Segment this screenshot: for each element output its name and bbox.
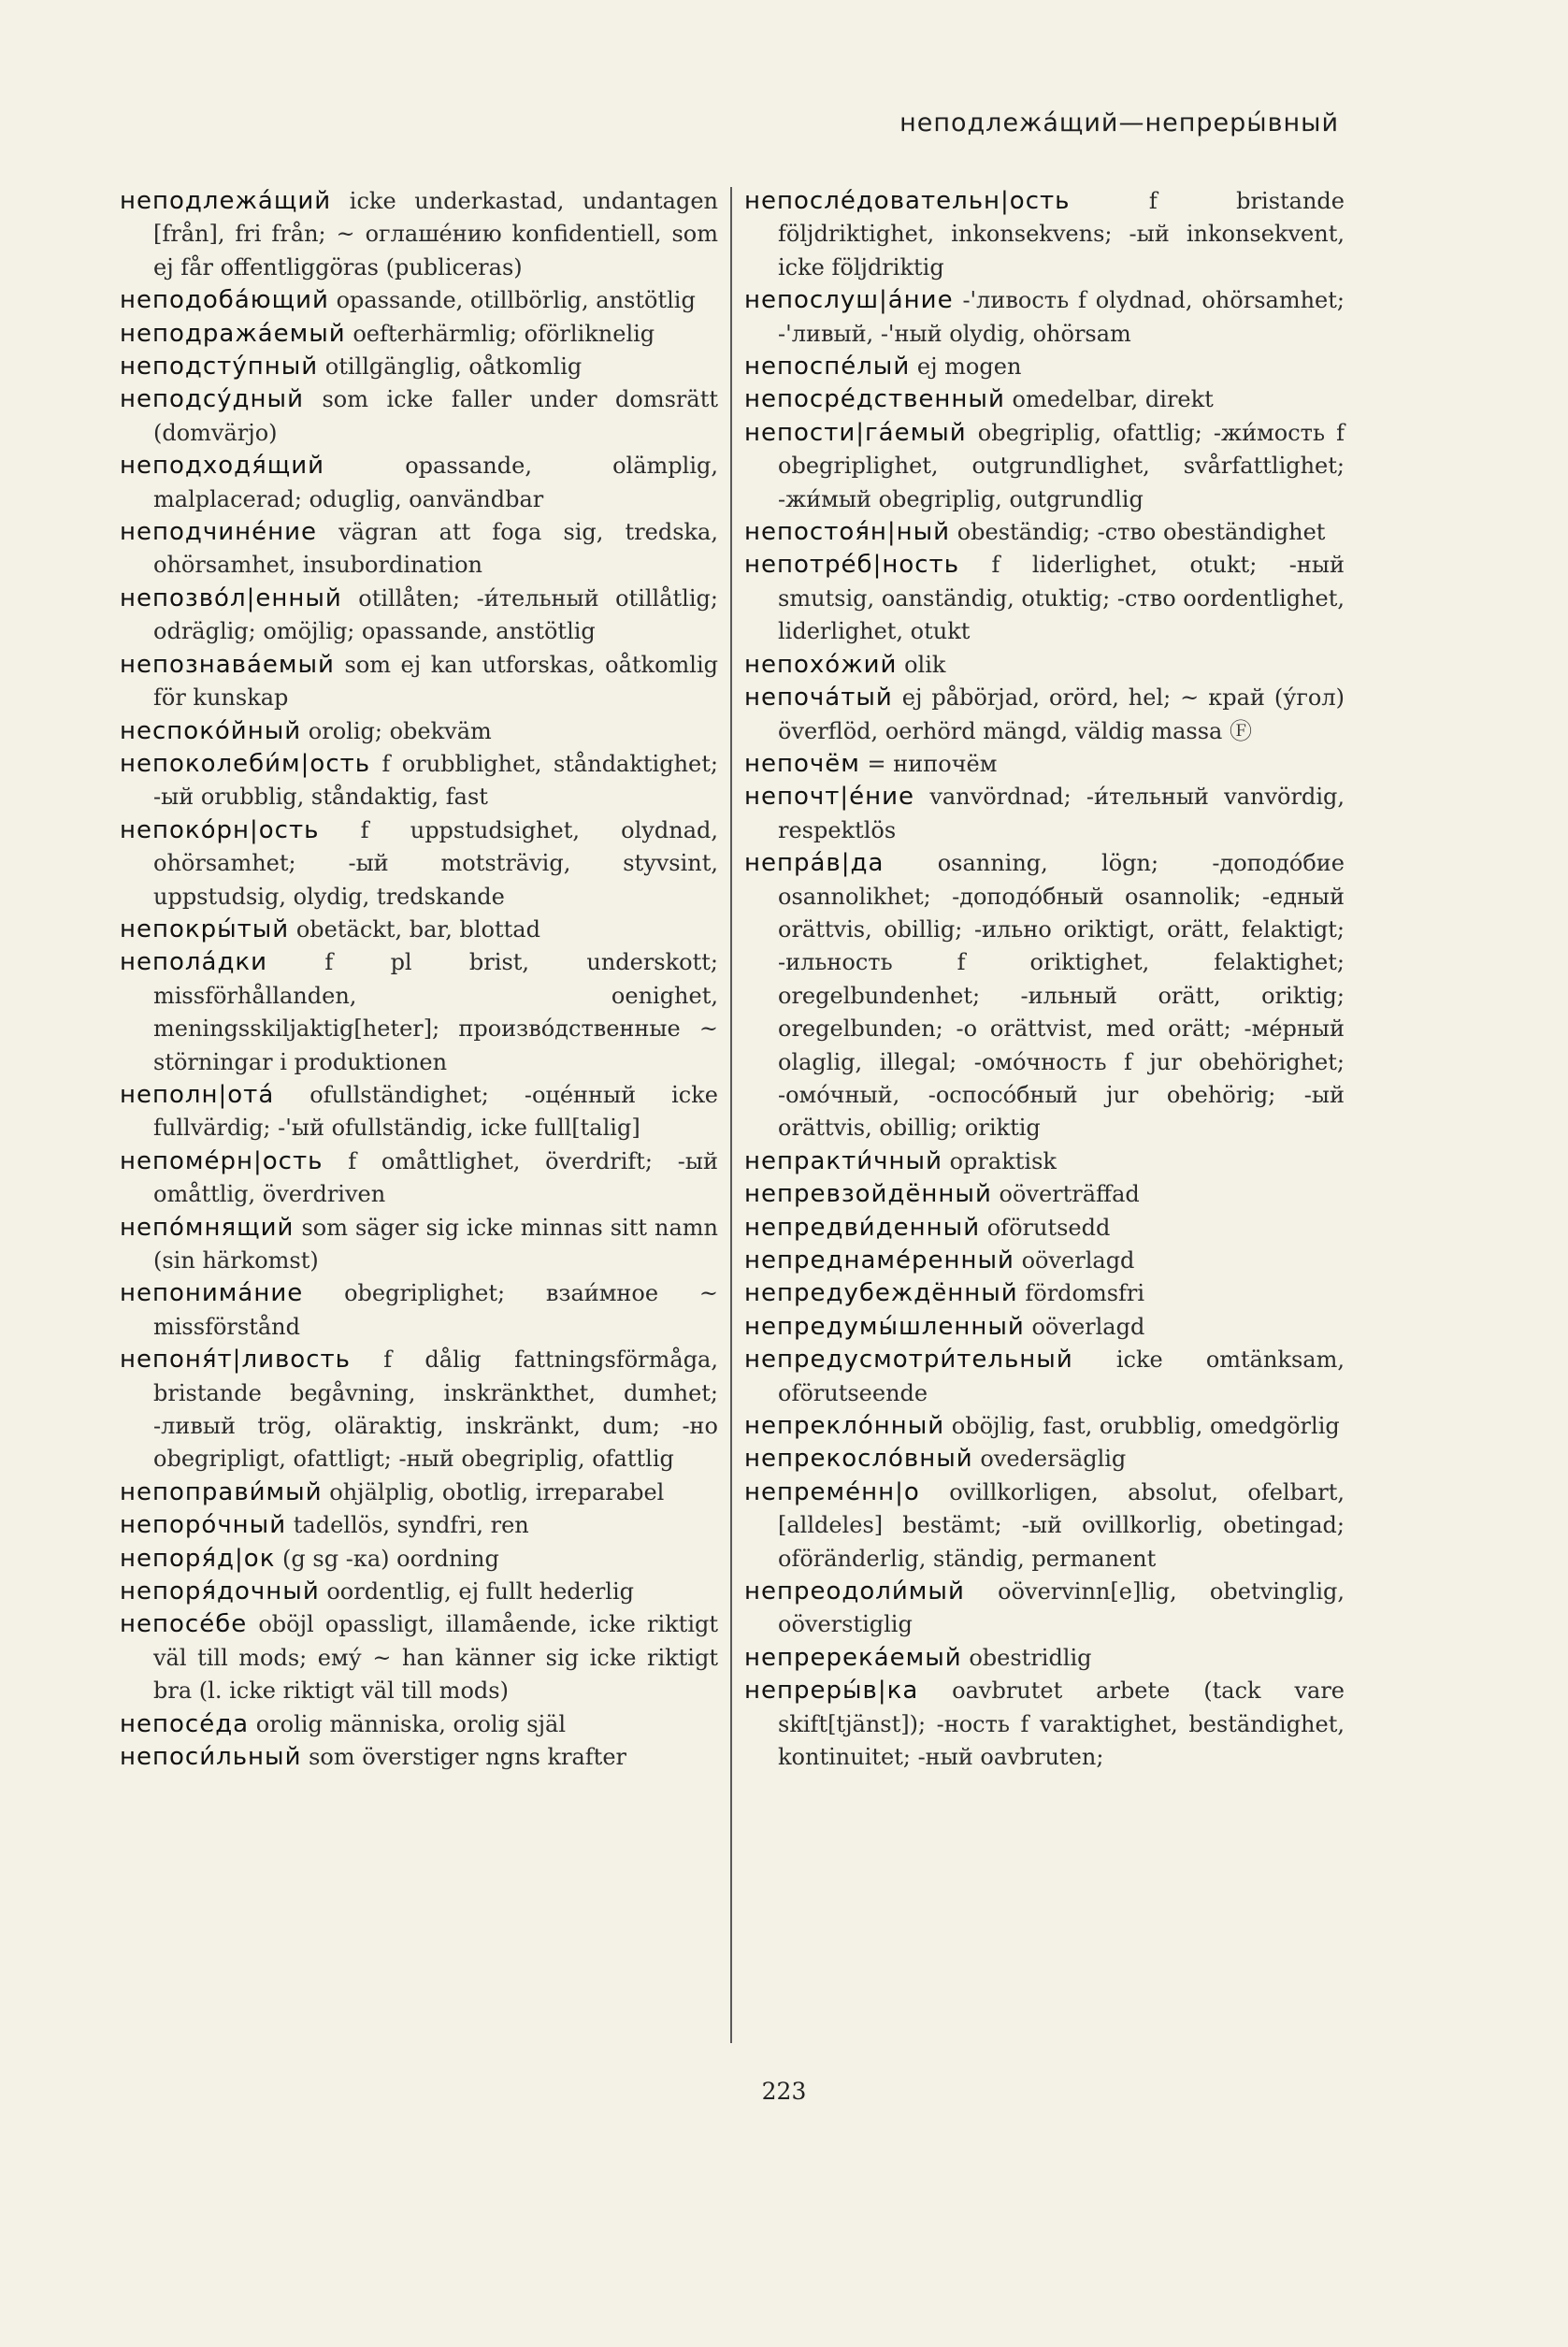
entry-definition: tadellös, syndfri, ren [293, 1512, 529, 1539]
dictionary-entry [120, 1708, 718, 1741]
entry-definition: obegriplighet; взаи́мное ~ missförstånd [153, 1280, 718, 1340]
entry-definition: ej mogen [916, 353, 1022, 381]
entry-headword: непости|га́емый [744, 418, 967, 447]
entry-definition: omedelbar, direkt [1012, 386, 1214, 413]
entry-headword: непредумы́шленный [744, 1312, 1025, 1341]
dictionary-entry [744, 847, 1345, 1145]
entry-definition: opassande, olämplig, malplacerad; oduglig, oanvändbar [153, 453, 718, 512]
entry-definition: orolig människa, orolig själ [255, 1710, 567, 1737]
entry-definition: otillåten; -и́тельный otillåtlig; odräglig; omöjlig; opassande, anstötlig [153, 584, 718, 645]
dictionary-entry [120, 1344, 718, 1476]
dictionary-entry [744, 1576, 1345, 1642]
dictionary-entry [744, 1410, 1345, 1443]
entry-headword: непокры́тый [120, 914, 290, 943]
entry-headword: непосре́дственный [744, 385, 1005, 414]
entry-headword: непреры́в|ка [744, 1677, 919, 1706]
dictionary-entry [744, 284, 1345, 351]
dictionary-entry [120, 914, 718, 946]
entry-definition: oöverlagd [1021, 1247, 1135, 1274]
dictionary-entry [744, 351, 1345, 383]
dictionary-entry [120, 814, 718, 914]
entry-headword: непозво́л|енный [120, 583, 342, 612]
dictionary-entry [744, 1212, 1345, 1245]
entry-definition: olik [904, 651, 946, 678]
entry-headword: непракти́чный [744, 1146, 942, 1175]
entry-headword: непоме́рн|ость [120, 1146, 324, 1175]
entry-headword: непоря́д|ок [120, 1544, 276, 1573]
entry-headword: неподчине́ние [120, 518, 318, 547]
entry-headword: непоспе́лый [744, 353, 911, 382]
entry-definition: oöverlagd [1031, 1313, 1145, 1340]
entry-definition: obetäckt, bar, blottad [295, 915, 540, 943]
dictionary-entry [120, 516, 718, 583]
entry-definition: osanning, lögn; -доподо́бие osannolikhet; -доподо́бный osannolik; -едный orättvis, obillig; -ильно oriktigt, orätt, felaktigt; -ильность f oriktighet, felaktighet; oregelbundenhet; -ильный orätt, oriktig; oregelbunden; -о orättvist, med orätt; -ме́рный olaglig, illegal; -омо́чность f jur obehörighet; -омо́чный, -оспосо́бный jur obehörig; -ый orättvis, obillig; oriktig [778, 850, 1345, 1142]
dictionary-entry [120, 1509, 718, 1542]
entry-definition: oförutsedd [986, 1214, 1111, 1241]
entry-headword: непосе́бе [120, 1610, 248, 1639]
entry-headword: непоря́дочный [120, 1577, 320, 1606]
entry-headword: непоро́чный [120, 1511, 287, 1540]
dictionary-entry [120, 1543, 718, 1576]
dictionary-entry [120, 1476, 718, 1509]
entry-headword: непола́дки [120, 948, 268, 977]
entry-definition: som ej kan utforskas, oåtkomlig för kunskap [153, 651, 718, 712]
entry-headword: непостоя́н|ный [744, 518, 951, 547]
entry-definition: som säger sig icke minnas sitt namn (sin härkomst) [153, 1214, 718, 1274]
entry-headword: непоколеби́м|ость [120, 749, 371, 778]
entry-headword: непочт|е́ние [744, 783, 915, 812]
entry-headword: неподсту́пный [120, 353, 319, 382]
entry-headword: непра́в|да [744, 849, 885, 878]
entry-headword: непредусмотри́тельный [744, 1346, 1073, 1375]
entry-definition: f omåttlighet, överdrift; -ый omåttlig, överdriven [153, 1147, 718, 1208]
dictionary-entry [120, 318, 718, 351]
entry-headword: непохо́жий [744, 650, 898, 679]
entry-definition: opassande, otillbörlig, anstötlig [336, 287, 696, 314]
dictionary-entry [744, 1675, 1345, 1774]
dictionary-entry [120, 1741, 718, 1774]
dictionary-entry [744, 1178, 1345, 1211]
entry-definition: oavbrutet arbete (tack vare skift[tjänst]); -ность f varaktighet, beständighet, kontinuitet; -ный oavbruten; [778, 1677, 1345, 1771]
entry-definition: -'ливость f olydnad, ohörsamhet; -'ливый, -'ный olydig, ohörsam [778, 287, 1345, 347]
dictionary-entry [744, 1245, 1345, 1277]
entry-headword: непоко́рн|ость [120, 815, 320, 844]
entry-headword: непревзойдённый [744, 1180, 992, 1209]
entry-headword: неподсу́дный [120, 385, 304, 414]
entry-definition: ovedersäglig [980, 1446, 1127, 1473]
dictionary-entry [744, 185, 1345, 284]
entry-headword: непоча́тый [744, 684, 893, 713]
entry-headword: неподлежа́щий [120, 187, 332, 215]
column-divider [730, 187, 732, 2043]
entry-definition: icke underkastad, undantagen [från], fri från; ~ оглаше́нию konfidentiell, som ej får offentliggöras (publiceras) [153, 188, 718, 281]
dictionary-entry [120, 450, 718, 516]
dictionary-entry [744, 649, 1345, 682]
dictionary-entry [744, 748, 1345, 781]
entry-definition: ofullständighet; -оце́нный icke fullvärdig; -'ый ofullständig, icke full[talig] [153, 1081, 718, 1142]
entry-headword: непредубеждённый [744, 1279, 1018, 1308]
entry-headword: непреме́нн|о [744, 1477, 920, 1506]
entry-definition: orolig; obekväm [308, 717, 492, 744]
entry-definition: obestridlig [969, 1644, 1092, 1671]
entry-definition: icke omtänksam, oförutseende [778, 1346, 1345, 1406]
dictionary-entry [744, 417, 1345, 516]
entry-headword: непреднаме́ренный [744, 1246, 1014, 1274]
entry-definition: fördomsfri [1025, 1280, 1145, 1307]
entry-definition: otillgänglig, oåtkomlig [324, 353, 583, 381]
entry-headword: непрекосло́вный [744, 1445, 973, 1474]
dictionary-entry [744, 1277, 1345, 1310]
dictionary-entry [744, 383, 1345, 416]
dictionary-entry [120, 1608, 718, 1707]
entry-definition: oöverträffad [999, 1181, 1140, 1208]
entry-headword: непосе́да [120, 1709, 250, 1738]
dictionary-entry [744, 781, 1345, 847]
entry-definition: oordentlig, ej fullt hederlig [326, 1578, 635, 1605]
dictionary-entry [744, 1145, 1345, 1178]
entry-headword: непоси́льный [120, 1743, 302, 1772]
entry-definition: som icke faller under domsrätt (domvärjo) [153, 386, 719, 446]
entry-definition: f pl brist, underskott; missförhållanden, oenighet, meningsskiljaktig[heter]; произво́дственные ~ störningar i produktionen [153, 949, 718, 1075]
dictionary-entry [120, 1145, 718, 1212]
dictionary-entry [120, 1576, 718, 1608]
entry-definition: oböjlig, fast, orubblig, omedgörlig [951, 1413, 1340, 1440]
entry-definition: f dålig fattningsförmåga, bristande begåvning, inskränkthet, dumhet; -ливый trög, oläraktig, inskränkt, dum; -но obegripligt, ofattligt; -ный obegriplig, ofattlig [153, 1346, 718, 1473]
entry-headword: непотре́б|ность [744, 551, 960, 580]
entry-definition: f orubblighet, ståndaktighet; -ый orubblig, ståndaktig, fast [153, 750, 718, 811]
entry-definition: vanvördnad; -и́тельный vanvördig, respektlös [778, 784, 1345, 843]
entry-headword: непо́мнящий [120, 1213, 295, 1242]
entry-definition: ohjälplig, obotlig, irreparabel [329, 1478, 665, 1505]
dictionary-entry [120, 383, 718, 450]
entry-definition: vägran att foga sig, tredska, ohörsamhet, insubordination [153, 519, 718, 579]
entry-headword: непоправи́мый [120, 1477, 323, 1506]
entry-definition: f uppstudsighet, olydnad, ohörsamhet; -ый motsträvig, styvsint, uppstudsig, olydig, tredskande [153, 816, 718, 910]
entry-headword: непосле́довательн|ость [744, 187, 1071, 215]
dictionary-entry [120, 946, 718, 1079]
dictionary-entry [744, 1642, 1345, 1675]
dictionary-entry [744, 1476, 1345, 1576]
dictionary-entry [120, 1277, 718, 1344]
dictionary-entry [120, 715, 718, 748]
entry-headword: непознава́емый [120, 650, 335, 679]
right-column [744, 185, 1345, 1775]
entry-headword: непредви́денный [744, 1213, 981, 1242]
dictionary-entry [744, 549, 1345, 648]
entry-definition: opraktisk [949, 1147, 1057, 1174]
entry-definition: ovillkorligen, absolut, ofelbart, [alldeles] bestämt; -ый ovillkorlig, obetingad; oföränderlig, ständig, permanent [778, 1478, 1345, 1572]
page-number: 223 [761, 2078, 807, 2105]
entry-headword: неподража́емый [120, 319, 346, 348]
entry-headword: неподходя́щий [120, 452, 325, 481]
dictionary-entry [120, 185, 718, 284]
dictionary-entry [120, 351, 718, 383]
entry-headword: непреодоли́мый [744, 1577, 965, 1606]
entry-definition: (g sg -ка) oordning [282, 1545, 499, 1572]
dictionary-entry [120, 1079, 718, 1145]
dictionary-entry [744, 1344, 1345, 1410]
left-column [120, 185, 718, 1775]
entry-headword: неподоба́ющий [120, 286, 329, 315]
dictionary-entry [120, 583, 718, 649]
dictionary-entry [120, 1212, 718, 1278]
entry-definition: oefterhärmlig; oförliknelig [352, 320, 655, 347]
running-head: неподлежа́щий—непреры́вный [899, 108, 1339, 137]
entry-definition: f liderlighet, otukt; -ный smutsig, oanständig, otuktig; -ство oordentlighet, liderlighet, otukt [778, 552, 1345, 645]
entry-headword: непрекло́нный [744, 1412, 945, 1441]
entry-headword: непочём [744, 749, 860, 778]
entry-headword: непререка́емый [744, 1643, 962, 1672]
entry-definition: som överstiger ngns krafter [309, 1744, 626, 1771]
dictionary-entry [120, 748, 718, 814]
entry-headword: неспоко́йный [120, 716, 302, 745]
entry-definition: oövervinn[e]lig, obetvinglig, oöverstiglig [778, 1578, 1345, 1638]
entry-headword: неполн|ота́ [120, 1080, 275, 1109]
entry-definition: oböjl opassligt, illamående, icke riktigt väl till mods; ему́ ~ han känner sig icke riktigt bra (l. icke riktigt väl till mods) [153, 1611, 718, 1705]
entry-definition: f bristande följdriktighet, inkonsekvens; -ый inkonsekvent, icke följdriktig [778, 188, 1345, 281]
entry-headword: непонима́ние [120, 1279, 304, 1308]
dictionary-entry [744, 1311, 1345, 1344]
dictionary-entry [744, 516, 1345, 549]
dictionary-entry [120, 284, 718, 317]
entry-definition: = нипочём [867, 750, 998, 777]
entry-definition: ej påbörjad, orörd, hel; ~ край (у́гол) överflöd, oerhörd mängd, väldig massa Ⓕ [778, 684, 1345, 744]
entry-definition: obegriplig, ofattlig; -жи́мость f obegriplighet, outgrundlighet, svårfattlighet; -жи́мый obegriplig, outgrundlig [778, 419, 1345, 512]
dictionary-entry [744, 682, 1345, 748]
dictionary-entry [120, 649, 718, 715]
entry-headword: непослуш|а́ние [744, 286, 954, 315]
entry-definition: obeständig; -ство obeständighet [957, 519, 1326, 546]
dictionary-entry [744, 1443, 1345, 1476]
entry-headword: непоня́т|ливость [120, 1346, 351, 1375]
